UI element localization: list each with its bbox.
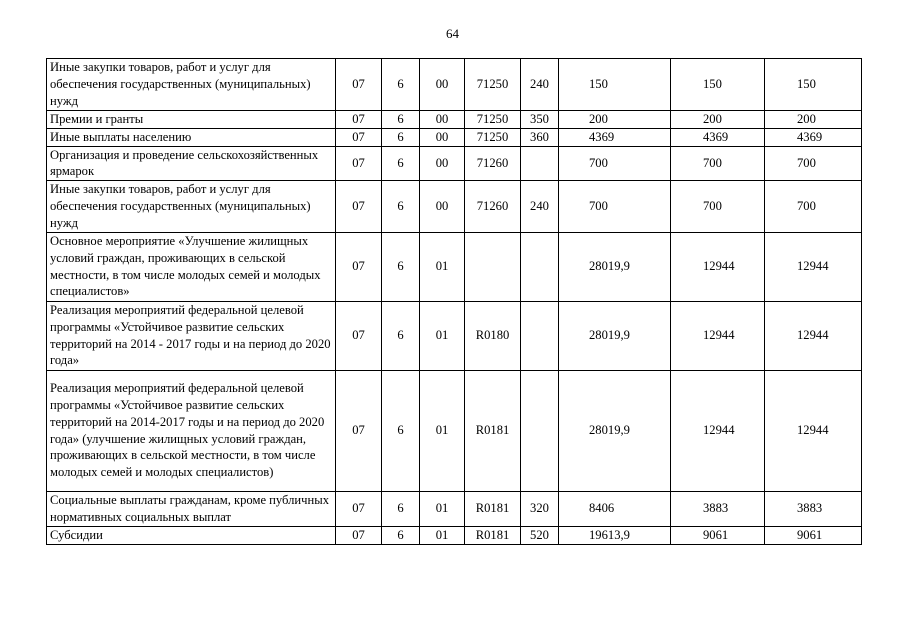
value-year-3: 150	[765, 59, 862, 111]
expense-type-code	[521, 232, 559, 301]
target-code: 71260	[465, 146, 521, 181]
page-number: 64	[446, 26, 459, 41]
table-row	[47, 232, 862, 301]
table-row	[47, 146, 862, 181]
section-code: 07	[336, 128, 382, 146]
subprogram-code: 01	[420, 526, 465, 544]
program-code: 6	[382, 526, 420, 544]
expense-type-code: 240	[521, 59, 559, 111]
section-code: 07	[336, 181, 382, 232]
program-code: 6	[382, 181, 420, 232]
value-year-1: 700	[559, 181, 671, 232]
row-name: Иные выплаты населению	[47, 128, 336, 146]
table-row	[47, 491, 862, 526]
program-code: 6	[382, 111, 420, 129]
budget-table	[46, 58, 862, 545]
target-code: 71260	[465, 181, 521, 232]
row-name: Иные закупки товаров, работ и услуг для обеспечения государственных (муниципальных) нужд	[47, 59, 336, 111]
expense-type-code: 240	[521, 181, 559, 232]
section-code: 07	[336, 370, 382, 491]
value-year-1: 28019,9	[559, 370, 671, 491]
value-year-2: 9061	[671, 526, 765, 544]
row-name: Основное мероприятие «Улучшение жилищных условий граждан, проживающих в сельской местности, в том числе молодых семей и молодых специалистов»	[47, 232, 336, 301]
row-name: Премии и гранты	[47, 111, 336, 129]
target-code: 71250	[465, 111, 521, 129]
program-code: 6	[382, 128, 420, 146]
value-year-1: 28019,9	[559, 232, 671, 301]
target-code	[465, 232, 521, 301]
expense-type-code	[521, 301, 559, 370]
subprogram-code: 01	[420, 232, 465, 301]
target-code: R0180	[465, 301, 521, 370]
value-year-1: 200	[559, 111, 671, 129]
target-code: 71250	[465, 128, 521, 146]
section-code: 07	[336, 146, 382, 181]
expense-type-code: 520	[521, 526, 559, 544]
section-code: 07	[336, 59, 382, 111]
value-year-2: 12944	[671, 370, 765, 491]
table-row	[47, 370, 862, 491]
program-code: 6	[382, 146, 420, 181]
value-year-3: 12944	[765, 370, 862, 491]
value-year-2: 4369	[671, 128, 765, 146]
section-code: 07	[336, 232, 382, 301]
row-name: Организация и проведение сельскохозяйственных ярмарок	[47, 146, 336, 181]
subprogram-code: 00	[420, 146, 465, 181]
value-year-3: 200	[765, 111, 862, 129]
value-year-3: 4369	[765, 128, 862, 146]
section-code: 07	[336, 491, 382, 526]
value-year-2: 3883	[671, 491, 765, 526]
value-year-1: 700	[559, 146, 671, 181]
value-year-1: 8406	[559, 491, 671, 526]
target-code: R0181	[465, 370, 521, 491]
expense-type-code: 360	[521, 128, 559, 146]
value-year-1: 19613,9	[559, 526, 671, 544]
table-row	[47, 181, 862, 232]
value-year-3: 700	[765, 181, 862, 232]
value-year-2: 700	[671, 146, 765, 181]
value-year-2: 12944	[671, 232, 765, 301]
row-name: Иные закупки товаров, работ и услуг для обеспечения государственных (муниципальных) нужд	[47, 181, 336, 232]
value-year-1: 28019,9	[559, 301, 671, 370]
row-name: Социальные выплаты гражданам, кроме публичных нормативных социальных выплат	[47, 491, 336, 526]
row-name: Реализация мероприятий федеральной целевой программы «Устойчивое развитие сельских территорий на 2014 - 2017 годы и на период до 2020 года»	[47, 301, 336, 370]
row-name: Субсидии	[47, 526, 336, 544]
value-year-2: 200	[671, 111, 765, 129]
subprogram-code: 01	[420, 491, 465, 526]
value-year-3: 3883	[765, 491, 862, 526]
table-row	[47, 59, 862, 111]
subprogram-code: 00	[420, 128, 465, 146]
table-row	[47, 526, 862, 544]
target-code: 71250	[465, 59, 521, 111]
value-year-3: 700	[765, 146, 862, 181]
target-code: R0181	[465, 526, 521, 544]
subprogram-code: 00	[420, 181, 465, 232]
section-code: 07	[336, 301, 382, 370]
expense-type-code	[521, 370, 559, 491]
expense-type-code: 350	[521, 111, 559, 129]
section-code: 07	[336, 526, 382, 544]
value-year-2: 12944	[671, 301, 765, 370]
program-code: 6	[382, 491, 420, 526]
program-code: 6	[382, 301, 420, 370]
subprogram-code: 01	[420, 370, 465, 491]
value-year-1: 4369	[559, 128, 671, 146]
program-code: 6	[382, 232, 420, 301]
value-year-3: 12944	[765, 301, 862, 370]
subprogram-code: 00	[420, 59, 465, 111]
section-code: 07	[336, 111, 382, 129]
target-code: R0181	[465, 491, 521, 526]
expense-type-code	[521, 146, 559, 181]
subprogram-code: 01	[420, 301, 465, 370]
row-name: Реализация мероприятий федеральной целевой программы «Устойчивое развитие сельских территорий на 2014-2017 годы и на период до 2020 года» (улучшение жилищных условий граждан, проживающих в сельской местности, в том числе молодых семей и молодых специалистов)	[47, 370, 336, 491]
subprogram-code: 00	[420, 111, 465, 129]
value-year-2: 700	[671, 181, 765, 232]
table-row	[47, 111, 862, 129]
value-year-3: 12944	[765, 232, 862, 301]
value-year-3: 9061	[765, 526, 862, 544]
value-year-1: 150	[559, 59, 671, 111]
program-code: 6	[382, 59, 420, 111]
expense-type-code: 320	[521, 491, 559, 526]
table-row	[47, 301, 862, 370]
table-row	[47, 128, 862, 146]
program-code: 6	[382, 370, 420, 491]
value-year-2: 150	[671, 59, 765, 111]
